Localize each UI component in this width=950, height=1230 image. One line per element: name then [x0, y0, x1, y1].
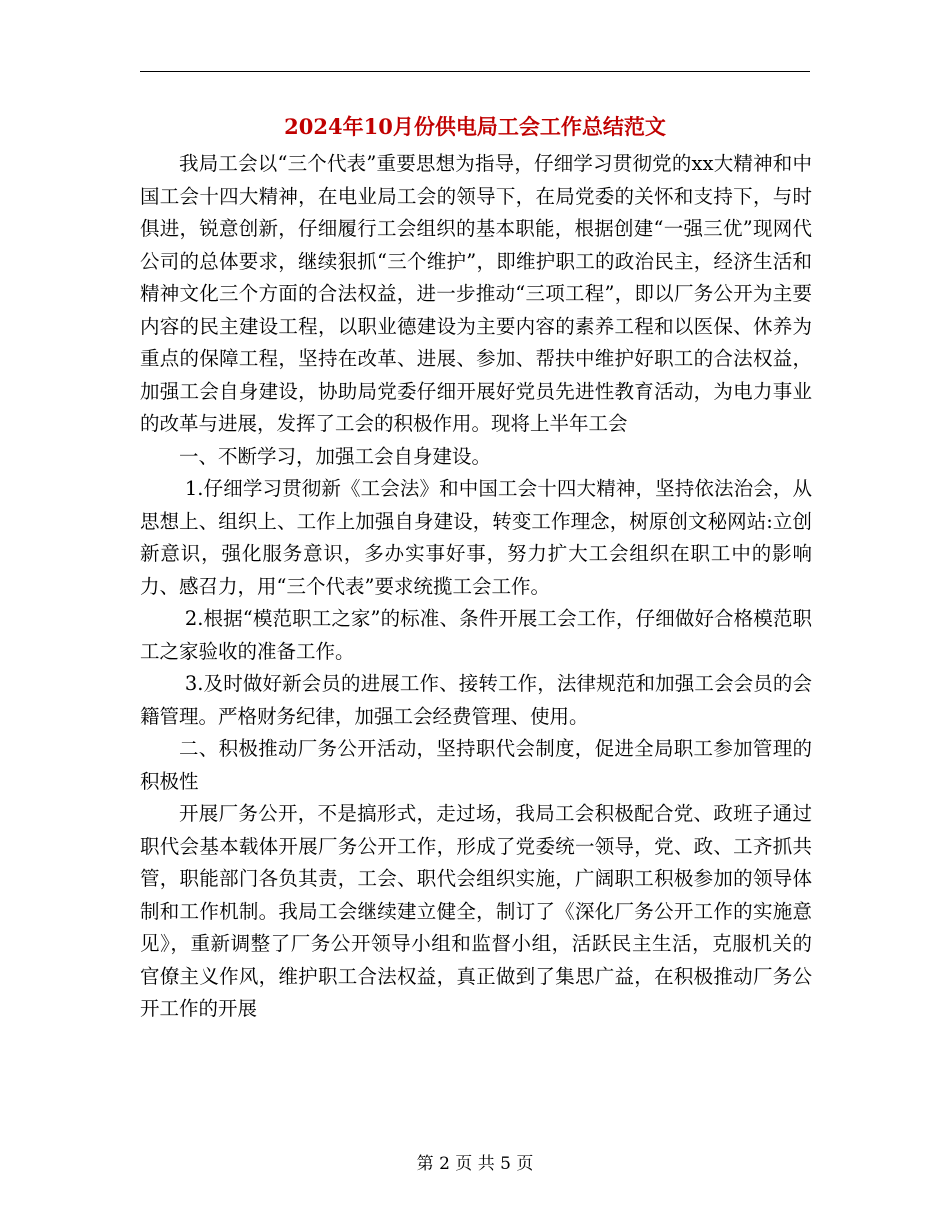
- section-heading-1: 一、不断学习，加强工会自身建设。: [179, 444, 492, 468]
- header-rule: [140, 71, 810, 72]
- paragraph-intro: 我局工会以“三个代表”重要思想为指导，仔细学习贯彻党的xx大精神和中国工会十四大精神，在电业局工会的领导下，在局党委的关怀和支持下，与时俱进，锐意创新，仔细履行工会组织的基本职能，根据创建“一强三优”现网代公司的总体要求，继续狠抓“三个维护”，即维护职工的政治民主，经济生活和精神文化三个方面的合法权益，进一步推动“三项工程”，即以厂务公开为主要内容的民主建设工程，以职业德建设为主要内容的素养工程和以医保、休养为重点的保障工程，坚持在改革、进展、参加、帮扶中维护好职工的合法权益，加强工会自身建设，协助局党委仔细开展好党员先进性教育活动，为电力事业的改革与进展，发挥了工会的积极作用。现将上半年工会: [140, 152, 812, 435]
- paragraph-factory-affairs: 开展厂务公开，不是搞形式，走过场，我局工会积极配合党、政班子通过职代会基本载体开展厂务公开工作，形成了党委统一领导，党、政、工齐抓共管，职能部门各负其责，工会、职代会组织实施，广阔职工积极参加的领导体制和工作机制。我局工会继续建立健全，制订了《深化厂务公开工作的实施意见》，重新调整了厂务公开领导小组和监督小组，活跃民主生活，克服机关的官僚主义作风，维护职工合法权益，真正做到了集思广益，在积极推动厂务公开工作的开展: [140, 802, 812, 1020]
- document-title: 2024年10月份供电局工会工作总结范文: [284, 114, 666, 139]
- section-heading-2: 二、积极推动厂务公开活动，坚持职代会制度，促进全局职工参加管理的积极性: [140, 737, 812, 793]
- document-body: [140, 148, 812, 1026]
- page-footer: 第 2 页 共 5 页: [416, 1154, 534, 1174]
- list-item-1: 1.仔细学习贯彻新《工会法》和中国工会十四大精神，坚持依法治会，从思想上、组织上、工作上加强自身建设，转变工作理念，树原创文秘网站:立创新意识，强化服务意识，多办实事好事，努力扩大工会组织在职工中的影响力、感召力，用“三个代表”要求统揽工会工作。: [140, 477, 812, 598]
- list-item-2: 2.根据“模范职工之家”的标准、条件开展工会工作，仔细做好合格模范职工之家验收的准备工作。: [140, 607, 812, 663]
- list-item-3: 3.及时做好新会员的进展工作、接转工作，法律规范和加强工会会员的会籍管理。严格财务纪律，加强工会经费管理、使用。: [140, 672, 812, 728]
